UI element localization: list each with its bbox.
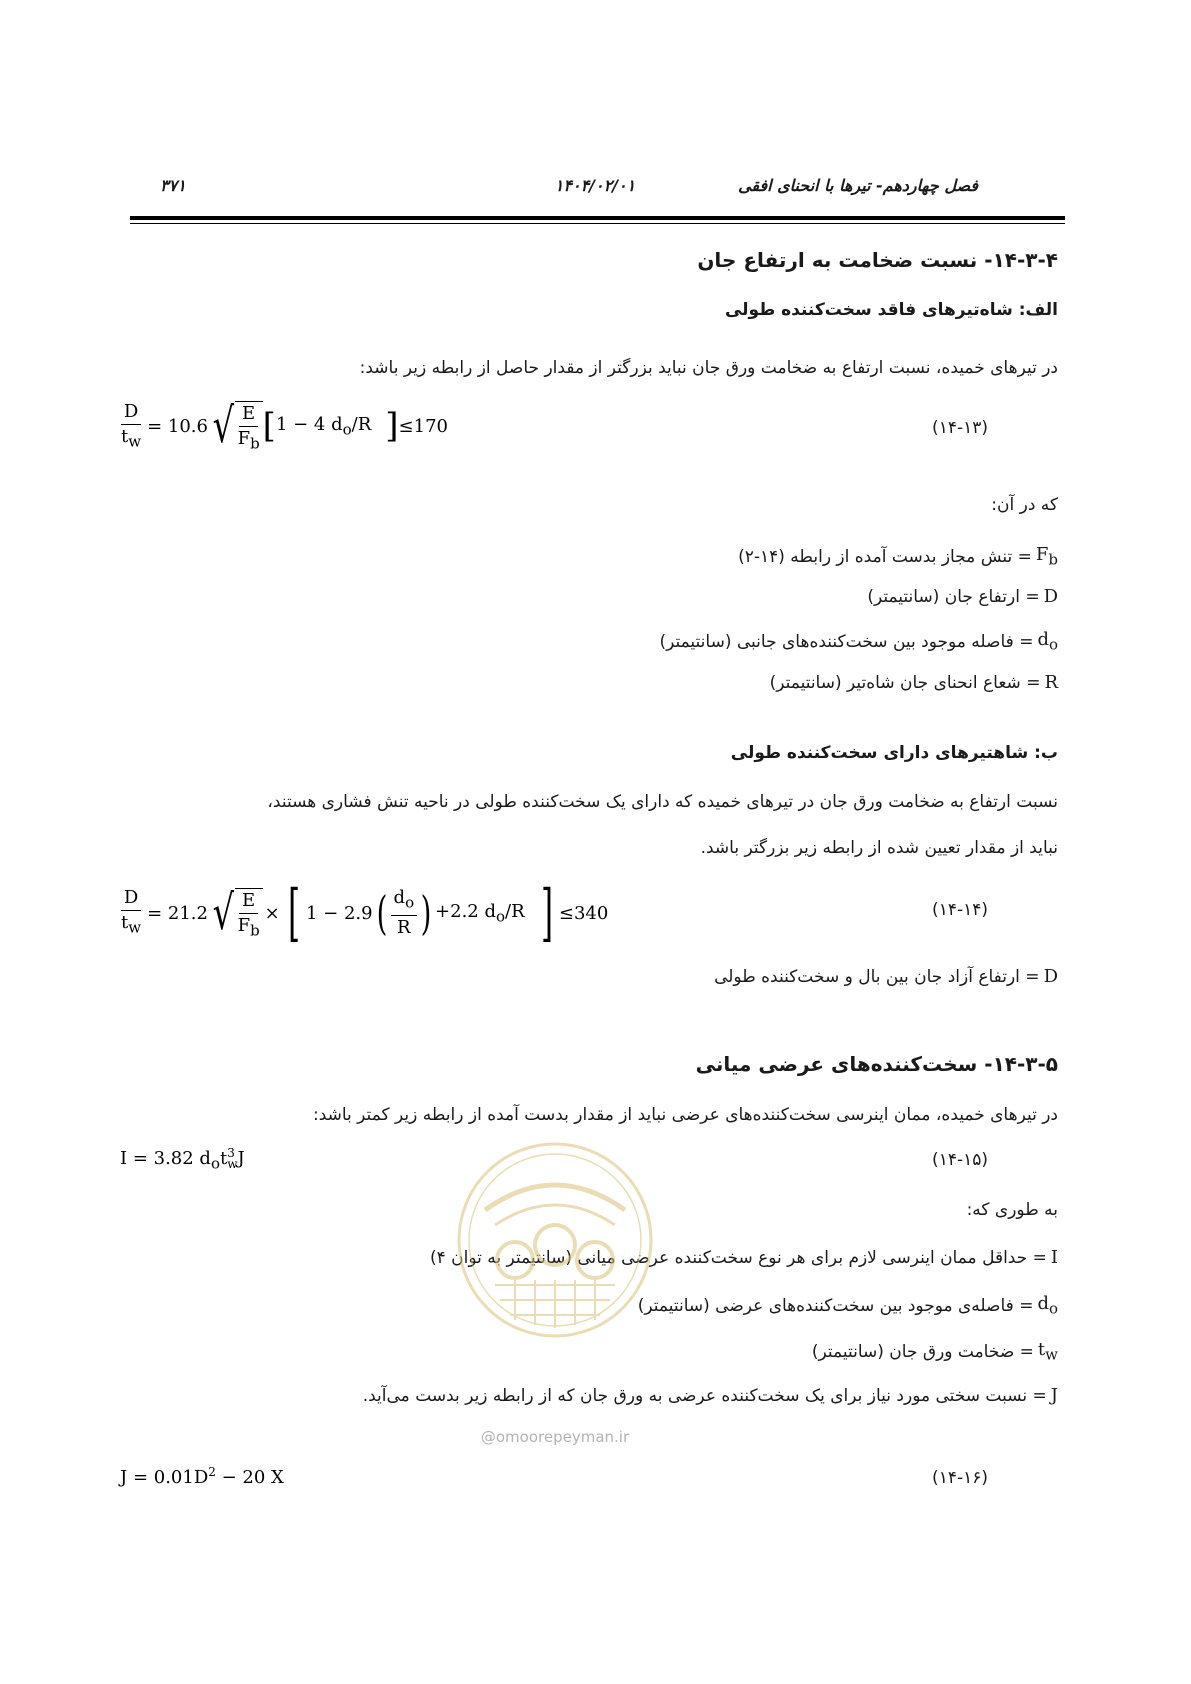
def-I: I = حداقل ممان اینرسی لازم برای هر نوع سخت‌کننده عرضی میانی (سانتیمتر به توان ۴) [158,1243,1058,1273]
symbol-tw: $t_w$ [1037,1339,1058,1364]
section-5-intro: در تیرهای خمیده، ممان اینرسی سخت‌کننده‌های عرضی نباید از مقدار بدست آمده از رابطه زیر کمتر باشد: [312,1105,1058,1125]
symbol-R: R [1044,672,1058,693]
header-date: ۱۴۰۴/۰۲/۰۱ [554,176,636,195]
equation-13: $\frac{D}{t_w}$ = 10.6 √ E $F_b$ [ 1 − 4 $d_o/R$ ] ≤170 [118,397,678,456]
header-rule-thick [130,216,1065,220]
subsection-b-intro-1: نسبت ارتفاع به ضخامت ورق جان در تیرهای خمیده که دارای یک سخت‌کننده طولی در ناحیه تنش فشاری هستند، [267,792,1058,812]
equation-16-number: (۱۴-۱۶) [932,1468,988,1488]
def-R: R = شعاع انحنای جان شاه‌تیر (سانتیمتر) [358,668,1058,698]
def-J: J = نسبت سختی مورد نیاز برای یک سخت‌کننده عرضی به ورق جان که از رابطه زیر بدست می‌آید. [118,1381,1058,1411]
where-label-5: به طوری که: [966,1200,1058,1220]
section-heading-5: ۱۴-۳-۵- سخت‌کننده‌های عرضی میانی [695,1052,1058,1076]
symbol-D-free: D [1043,966,1058,987]
watermark-seal [455,1140,655,1340]
page-number: ۳۷۱ [160,176,186,195]
eq14-lhs-fraction: $\frac{D}{t_w}$ [121,887,142,937]
equation-14-number: (۱۴-۱۴) [932,900,988,920]
header-rule-thin [130,223,1065,224]
equation-13-number: (۱۴-۱۳) [932,418,988,438]
symbol-Fb: $F_b$ [1035,544,1058,569]
equation-14: $\frac{D}{t_w}$ = 21.2 √ E $F_b$ × [ 1 − 2.9 ( $d_o$ R ) +2.2 $d_o/R$ ] ≤340 [118,882,758,944]
def-tw: $t_w$ = ضخامت ورق جان (سانتیمتر) [158,1335,1058,1370]
subsection-b-intro-2: نباید از مقدار تعیین شده از رابطه زیر بزرگتر باشد. [700,838,1058,858]
def-do-transverse: $d_o$ = فاصله‌ی موجود بین سخت‌کننده‌های عرضی (سانتیمتر) [158,1289,1058,1324]
symbol-do: $d_o$ [1037,629,1058,654]
symbol-J: J [1050,1385,1058,1406]
where-label-a: که در آن: [991,495,1058,515]
watermark-url: @omoorepeyman.ir [480,1428,630,1446]
def-do: $d_o$ = فاصله موجود بین سخت‌کننده‌های جانبی (سانتیمتر) [358,625,1058,660]
symbol-D: D [1043,586,1058,607]
def-Fb: $F_b$ = تنش مجاز بدست آمده از رابطه (۱۴-۲) [358,540,1058,575]
def-D: D = ارتفاع جان (سانتیمتر) [358,582,1058,612]
def-D-free: D = ارتفاع آزاد جان بین بال و سخت‌کننده طولی [358,962,1058,992]
equation-15-number: (۱۴-۱۵) [932,1150,988,1170]
chapter-title: فصل چهاردهم- تیرها با انحنای افقی [738,176,978,195]
eq13-lhs-fraction: $\frac{D}{t_w}$ [121,400,142,451]
eq13-sqrt: √ E $F_b$ [208,397,263,456]
subsection-a-title: الف: شاه‌تیرهای فاقد سخت‌کننده طولی [724,300,1058,320]
equation-16: $J = 0.01D^2 - 20$ X [120,1465,284,1488]
subsection-b-title: ب: شاهتیرهای دارای سخت‌کننده طولی [730,743,1058,763]
symbol-do-transverse: $d_o$ [1037,1293,1058,1318]
eq14-sqrt: √ E $F_b$ [208,884,263,943]
equation-15: I = 3.82 $d_ot$ 3 w J [120,1146,245,1173]
symbol-I: I [1050,1247,1058,1268]
subsection-a-intro: در تیرهای خمیده، نسبت ارتفاع به ضخامت ورق جان نباید بزرگتر از مقدار حاصل از رابطه زیر باشد: [359,358,1058,378]
section-heading-4: ۱۴-۳-۴- نسبت ضخامت به ارتفاع جان [697,248,1058,272]
